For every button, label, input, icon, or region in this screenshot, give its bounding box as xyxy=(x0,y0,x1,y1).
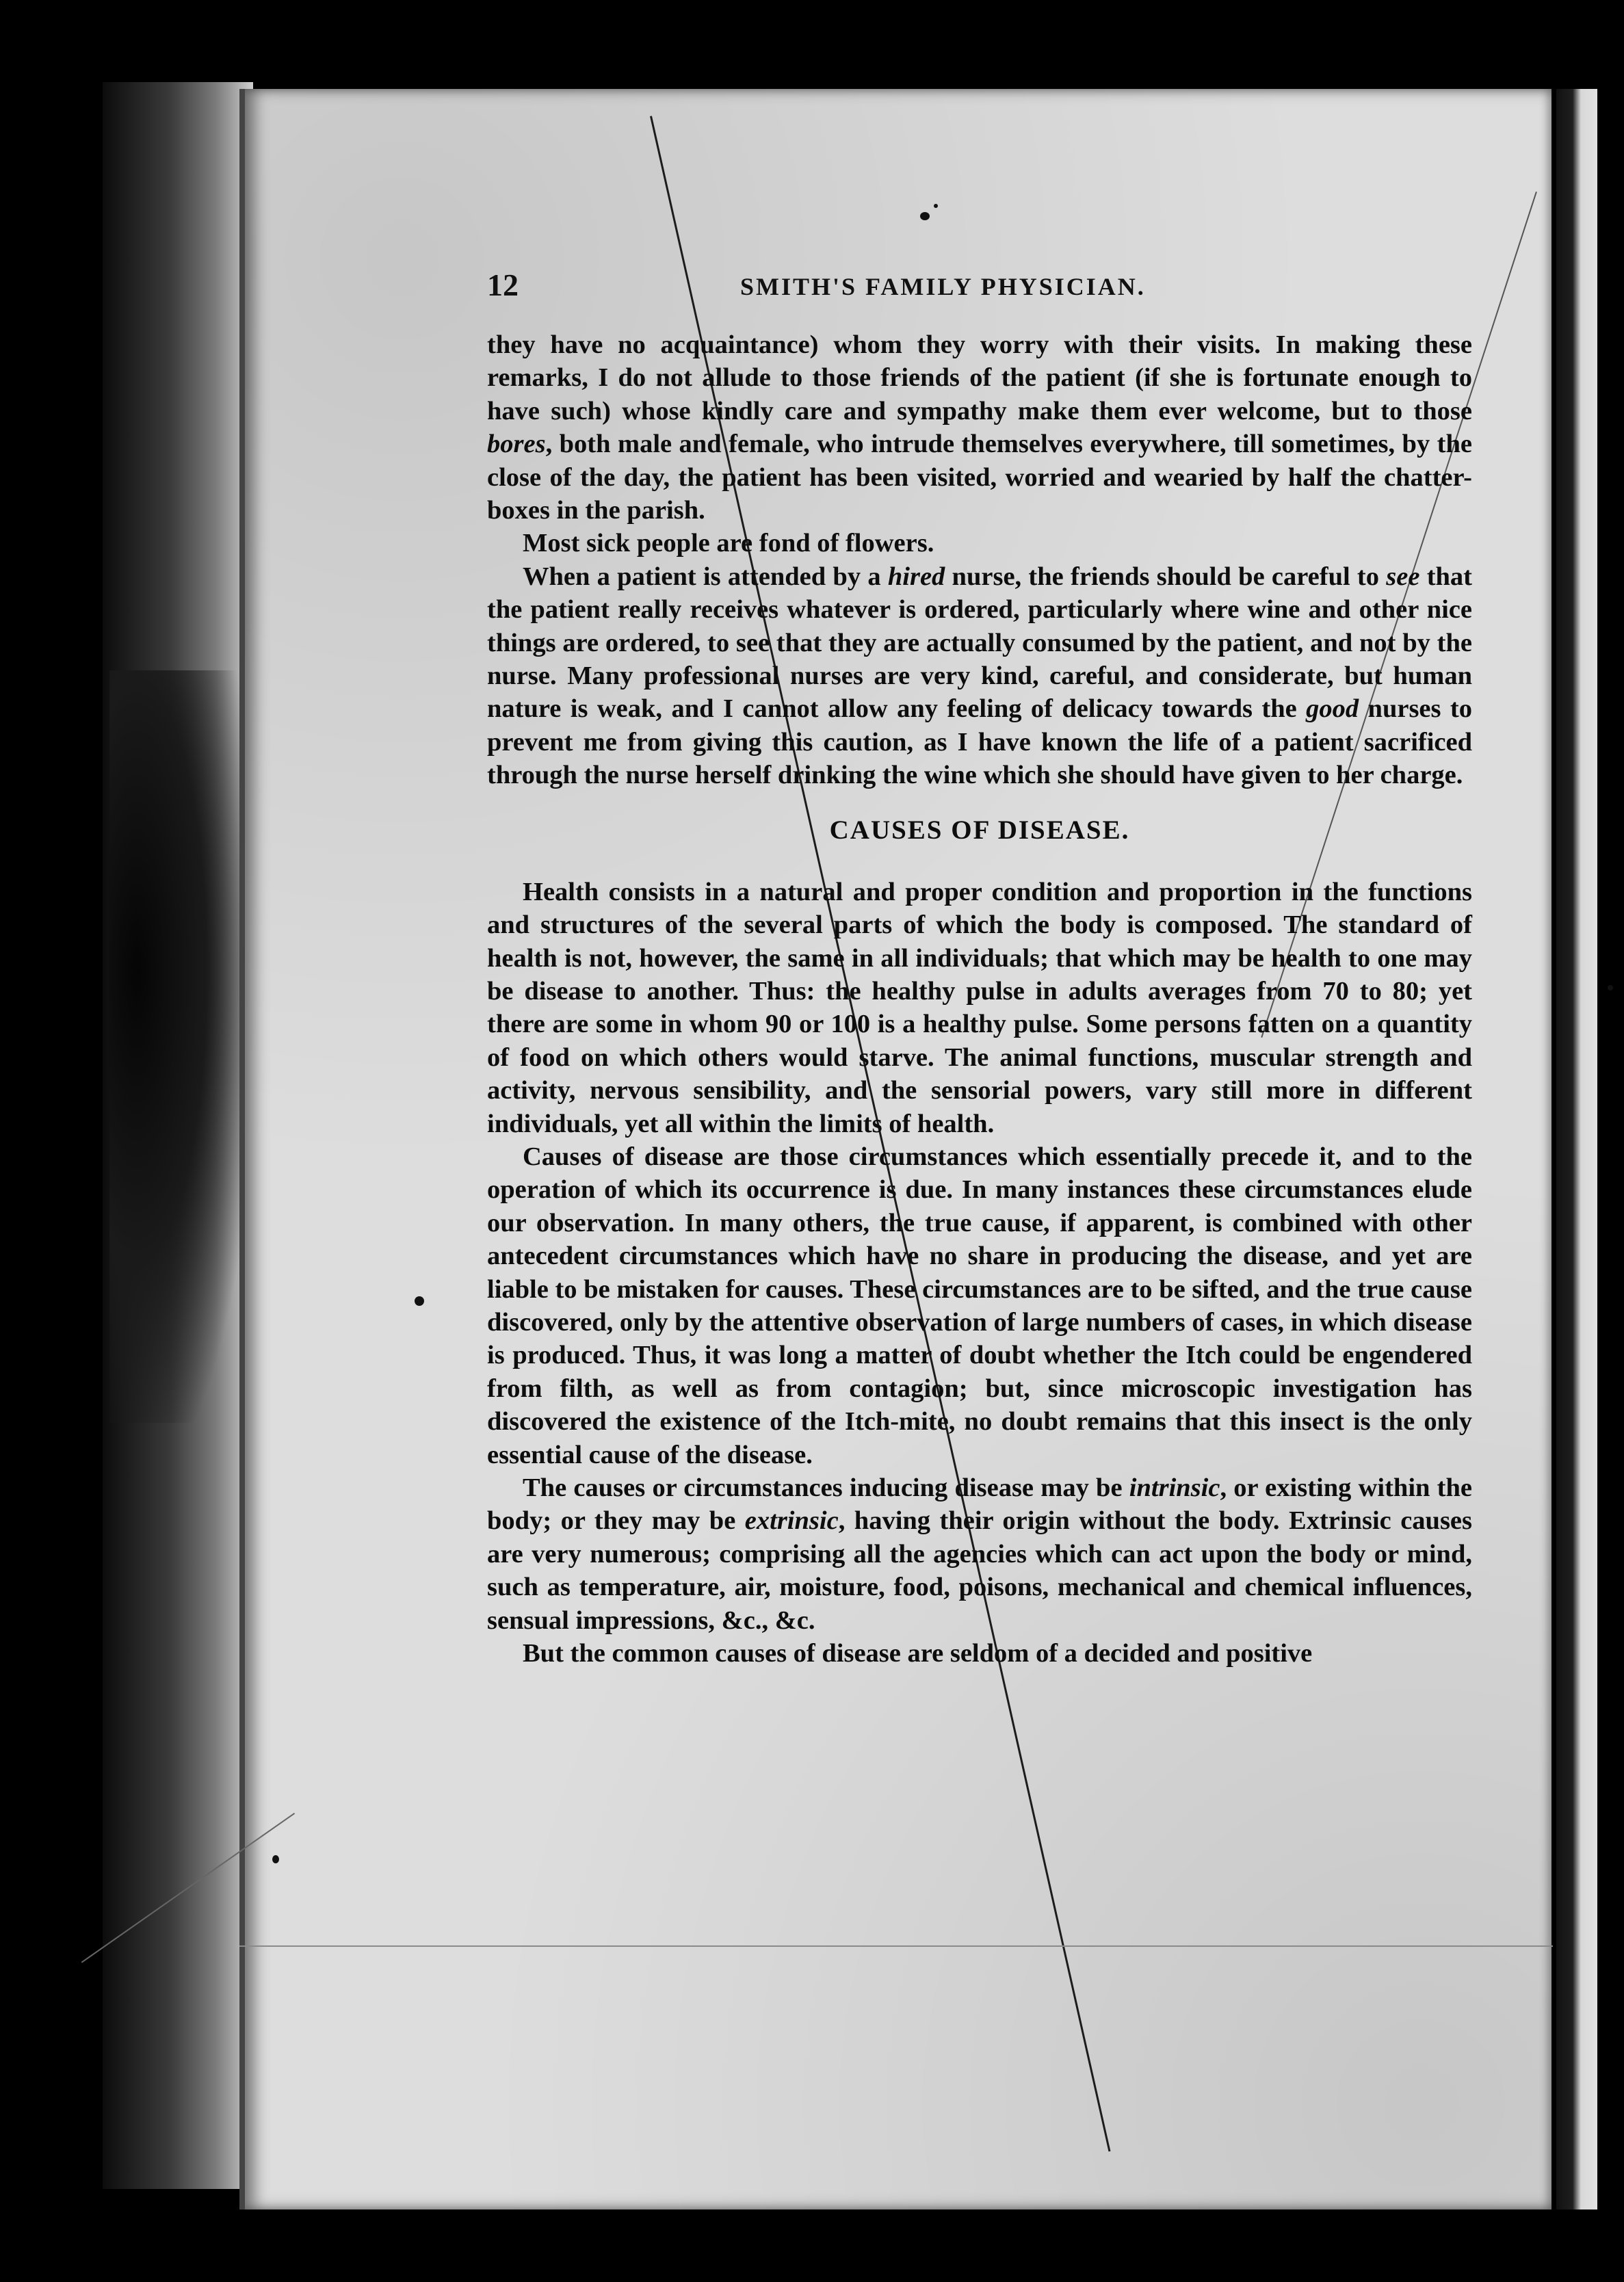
paragraph: When a patient is attended by a hired nurse, the friends should be careful to see that the patient really receives whatever is ordered, particularly where wine and other nice things are ordered, to see that they are actually consumed by the patient, and not by the nurse. Many professional nurses are very kind, careful, and considerate, but human nature is weak, and I cannot allow any feeling of delicacy towards the good nurses to prevent me from giving this caution, as I have known the life of a patient sacrificed through the nurse herself drinking the wine which she should have given to her charge. xyxy=(487,562,1472,790)
paragraph: The causes or circumstances inducing disease may be intrinsic, or existing within the body; or they may be extrinsic, having their origin without the body. Extrinsic causes are very numerous; comprising all the agencies which can act upon the body or mind, such as temperature, air, moisture, food, poisons, mechanical and chemical influences, sensual impressions, &c., &c. xyxy=(487,1473,1473,1635)
paragraph: they have no acquaintance) whom they worry with their visits. In making these remarks, I do not allude to those friends of the patient (if she is fortunate enough to have such) whose kindly care and sympathy make them ever welcome, but to those bores, both male and female, who intrude themselves everywhere, till sometimes, by the close of the day, the patient has been visited, worried and wearied by half the chatter-boxes in the parish. xyxy=(487,330,1472,525)
ink-speck xyxy=(415,1296,424,1306)
paragraph: Health consists in a natural and proper condition and proportion in the functions and structures of the several parts of which the body is composed. The standard of health is not, however, the same in all individuals; that which may be health to one may be disease to another. Thus: the healthy pulse in adults averages from 70 to 80; yet there are some in whom 90 or 100 is a healthy pulse. Some persons fatten on a quantity of food on which others would starve. The animal functions, muscular strength and activity, nervous sensibility, and the sensorial powers, vary still more in different individuals, yet all within the limits of health. xyxy=(487,877,1472,1138)
page-number: 12 xyxy=(487,267,519,302)
paragraph: But the common causes of disease are seldom of a decided and positive xyxy=(523,1639,1313,1668)
ink-speck xyxy=(1608,985,1613,991)
page-header xyxy=(487,267,1472,308)
running-title: SMITH'S FAMILY PHYSICIAN. xyxy=(740,273,1146,300)
ink-speck xyxy=(920,212,930,220)
ink-speck xyxy=(934,204,938,208)
paragraph: Causes of disease are those circumstances which essentially precede it, and to the operation of which its occurrence is due. In many instances these circumstances elude our observation. In many others, the true cause, if apparent, is combined with other antecedent circumstances which have no share in producing the disease, and yet are liable to be mistaken for causes. These circumstances are to be sifted, and the true cause discovered, only by the attentive observation of large numbers of cases, in which disease is produced. Thus, it was long a matter of doubt whether the Itch could be engendered from filth, as well as from contagion; but, since microscopic investigation has discovered the existence of the Itch-mite, no doubt remains that this insect is the only essential cause of the disease. xyxy=(487,1142,1472,1469)
scan-artifact-line xyxy=(239,1945,1553,1947)
ink-speck xyxy=(272,1855,279,1863)
ink-blot xyxy=(109,670,246,1423)
section-heading: CAUSES OF DISEASE. xyxy=(829,815,1130,845)
paragraph: Most sick people are fond of flowers. xyxy=(523,529,934,558)
body-text xyxy=(487,328,1472,1670)
next-page-edge xyxy=(1556,89,1597,2209)
